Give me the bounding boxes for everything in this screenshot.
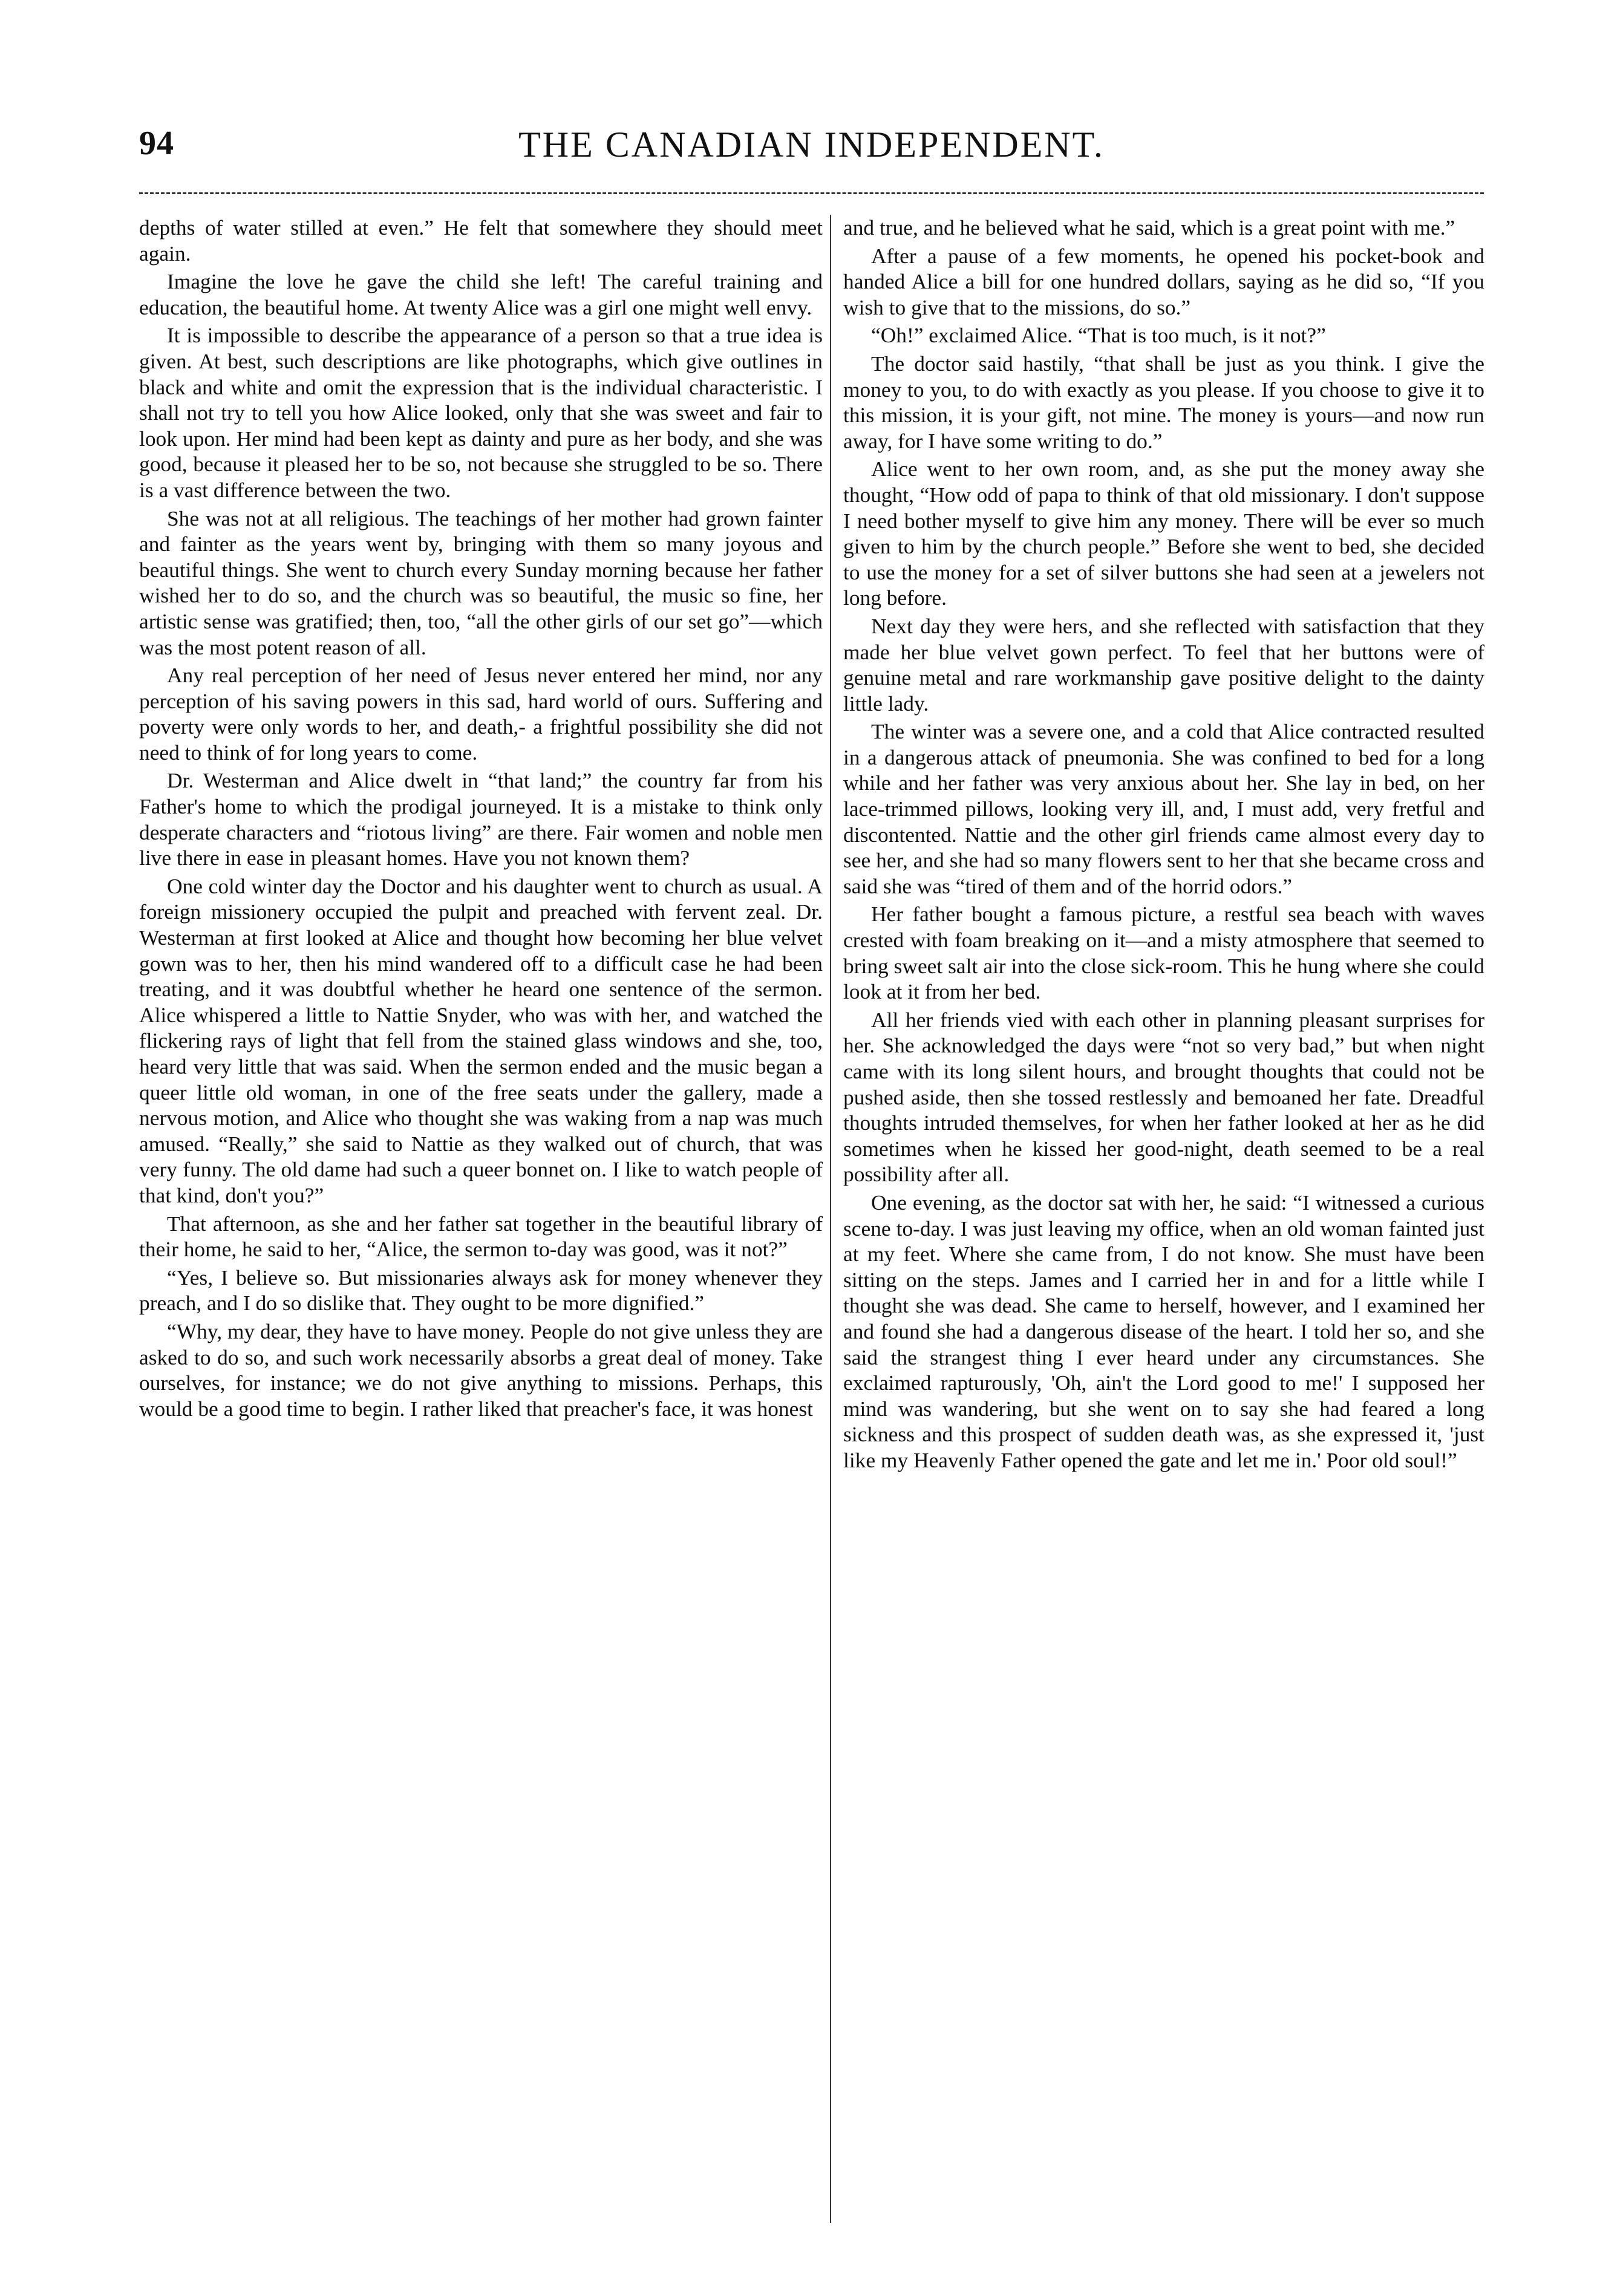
paragraph: and true, and he believed what he said, which is a great point with me.” (843, 215, 1455, 240)
paragraph: depths of water stilled at even.” He felt that somewhere they should meet again. (139, 215, 823, 266)
page-number: 94 (139, 125, 174, 162)
paragraph: Dr. Westerman and Alice dwelt in “that land;” the country far from his Father's home to which the prodigal journeyed. It is a mistake to think only desperate characters and “riotous living” are there. Fair women and noble men live there in ease in pleasant homes. Have you not known them? (139, 768, 823, 870)
header-rule (139, 192, 1484, 194)
paragraph: Any real perception of her need of Jesus never entered her mind, nor any perception of his saving powers in this sad, hard world of ours. Suffering and poverty were only words to her, and death,- a frightful possibility she did not need to think of for long years to come. (139, 663, 823, 765)
paragraph: One evening, as the doctor sat with her, he said: “I witnessed a curious scene to-day. I was just leaving my office, when an old woman fainted just at my feet. Where she came from, I do not know. She must have been sitting on the steps. James and I carried her in and for a little while I thought she was dead. She came to herself, however, and I examined her and found she had a dangerous disease of the heart. I told her so, and she said the strangest thing I ever heard under any circumstances. She exclaimed rapturously, 'Oh, ain't the Lord good to me!' I supposed her mind was wandering, but she went on to say she had feared a long sickness and this prospect of sudden death was, as she expressed it, 'just like my Heavenly Father opened the gate and let me in.' Poor old soul!” (843, 1190, 1484, 1472)
paragraph: The winter was a severe one, and a cold that Alice contracted resulted in a dangerous attack of pneumonia. She was confined to bed for a long while and her father was very anxious about her. She lay in bed, on her lace-trimmed pillows, looking very ill, and, I must add, very fretful and discontented. Nattie and the other girl friends came almost every day to see her, and she had so many flowers sent to her that she became cross and said she was “tired of them and of the horrid odors.” (843, 719, 1484, 898)
paragraph: That afternoon, as she and her father sat together in the beautiful library of their home, he said to her, “Alice, the sermon to-day was good, was it not?” (139, 1211, 823, 1262)
paragraph: It is impossible to describe the appearance of a person so that a true idea is given. At best, such descriptions are like photographs, which give outlines in black and white and omit the expression that is the individual characteristic. I shall not try to tell you how Alice looked, only that she was sweet and fair to look upon. Her mind had been kept as dainty and pure as her body, and she was good, because it pleased her to be so, not because she struggled to be so. There is a vast difference between the two. (139, 323, 823, 502)
paragraph: The doctor said hastily, “that shall be just as you think. I give the money to you, to do with exactly as you please. If you choose to give it to this mission, it is your gift, not mine. The money is yours—and now run away, for I have some writing to do.” (843, 351, 1484, 453)
running-title: THE CANADIAN INDEPENDENT. (518, 125, 1105, 165)
paragraph: “Oh!” exclaimed Alice. “That is too much, is it not?” (871, 323, 1326, 348)
page-header (139, 124, 1484, 178)
paragraph: Imagine the love he gave the child she left! The careful training and education, the beautiful home. At twenty Alice was a girl one might well envy. (139, 269, 823, 319)
paragraph: “Why, my dear, they have to have money. People do not give unless they are asked to do so, and such work necessarily absorbs a great deal of money. Take ourselves, for instance; we do not give anything to missions. Perhaps, this would be a good time to begin. I rather liked that preacher's face, it was honest (139, 1319, 823, 1421)
paragraph: “Yes, I believe so. But missionaries always ask for money whenever they preach, and I do so dislike that. They ought to be more dignified.” (139, 1265, 823, 1316)
paragraph: She was not at all religious. The teachings of her mother had grown fainter and fainter as the years went by, bringing with them so many joyous and beautiful things. She went to church every Sunday morning because her father wished her to do so, and the church was so beautiful, the music so fine, her artistic sense was gratified; then, too, “all the other girls of our set go”—which was the most potent reason of all. (139, 506, 823, 659)
right-column (843, 215, 1484, 1476)
paragraph: All her friends vied with each other in planning pleasant surprises for her. She acknowledged the days were “not so very bad,” but when night came with its long silent hours, and brought thoughts that could not be pushed aside, then she tossed restlessly and bemoaned her fate. Dreadful thoughts intruded themselves, for when her father looked at her as he did sometimes when he kissed her good-night, death seemed to be a real possibility after all. (843, 1007, 1484, 1187)
paragraph: One cold winter day the Doctor and his daughter went to church as usual. A foreign missionery occupied the pulpit and preached with fervent zeal. Dr. Westerman at first looked at Alice and thought how becoming her blue velvet gown was to her, then his mind wandered off to a difficult case he had been treating, and it was doubtful whether he heard one sentence of the sermon. Alice whispered a little to Nattie Snyder, who was with her, and watched the flickering rays of light that fell from the stained glass windows and she, too, heard very little that was said. When the sermon ended and the music began a queer little old woman, in one of the free seats under the gallery, made a nervous motion, and Alice who thought she was waking from a nap was much amused. “Really,” she said to Nattie as they walked out of church, that was very funny. The old dame had such a queer bonnet on. I like to watch people of that kind, don't you?” (139, 873, 823, 1207)
column-divider (830, 215, 831, 2223)
paragraph: Alice went to her own room, and, as she put the money away she thought, “How odd of papa to think of that old missionary. I don't suppose I need bother myself to give him any money. There will be ever so much given to him by the church people.” Before she went to bed, she decided to use the money for a set of silver buttons she had seen at a jewelers not long before. (843, 457, 1484, 610)
left-column (139, 215, 823, 1424)
paragraph: Her father bought a famous picture, a restful sea beach with waves crested with foam breaking on it—and a misty atmosphere that seemed to bring sweet salt air into the close sick-room. This he hung where she could look at it from her bed. (843, 902, 1484, 1004)
paragraph: After a pause of a few moments, he opened his pocket-book and handed Alice a bill for one hundred dollars, saying as he did so, “If you wish to give that to the missions, do so.” (843, 243, 1484, 319)
paragraph: Next day they were hers, and she reflected with satisfaction that they made her blue velvet gown perfect. To feel that her buttons were of genuine metal and rare workmanship gave positive delight to the dainty little lady. (843, 613, 1484, 716)
